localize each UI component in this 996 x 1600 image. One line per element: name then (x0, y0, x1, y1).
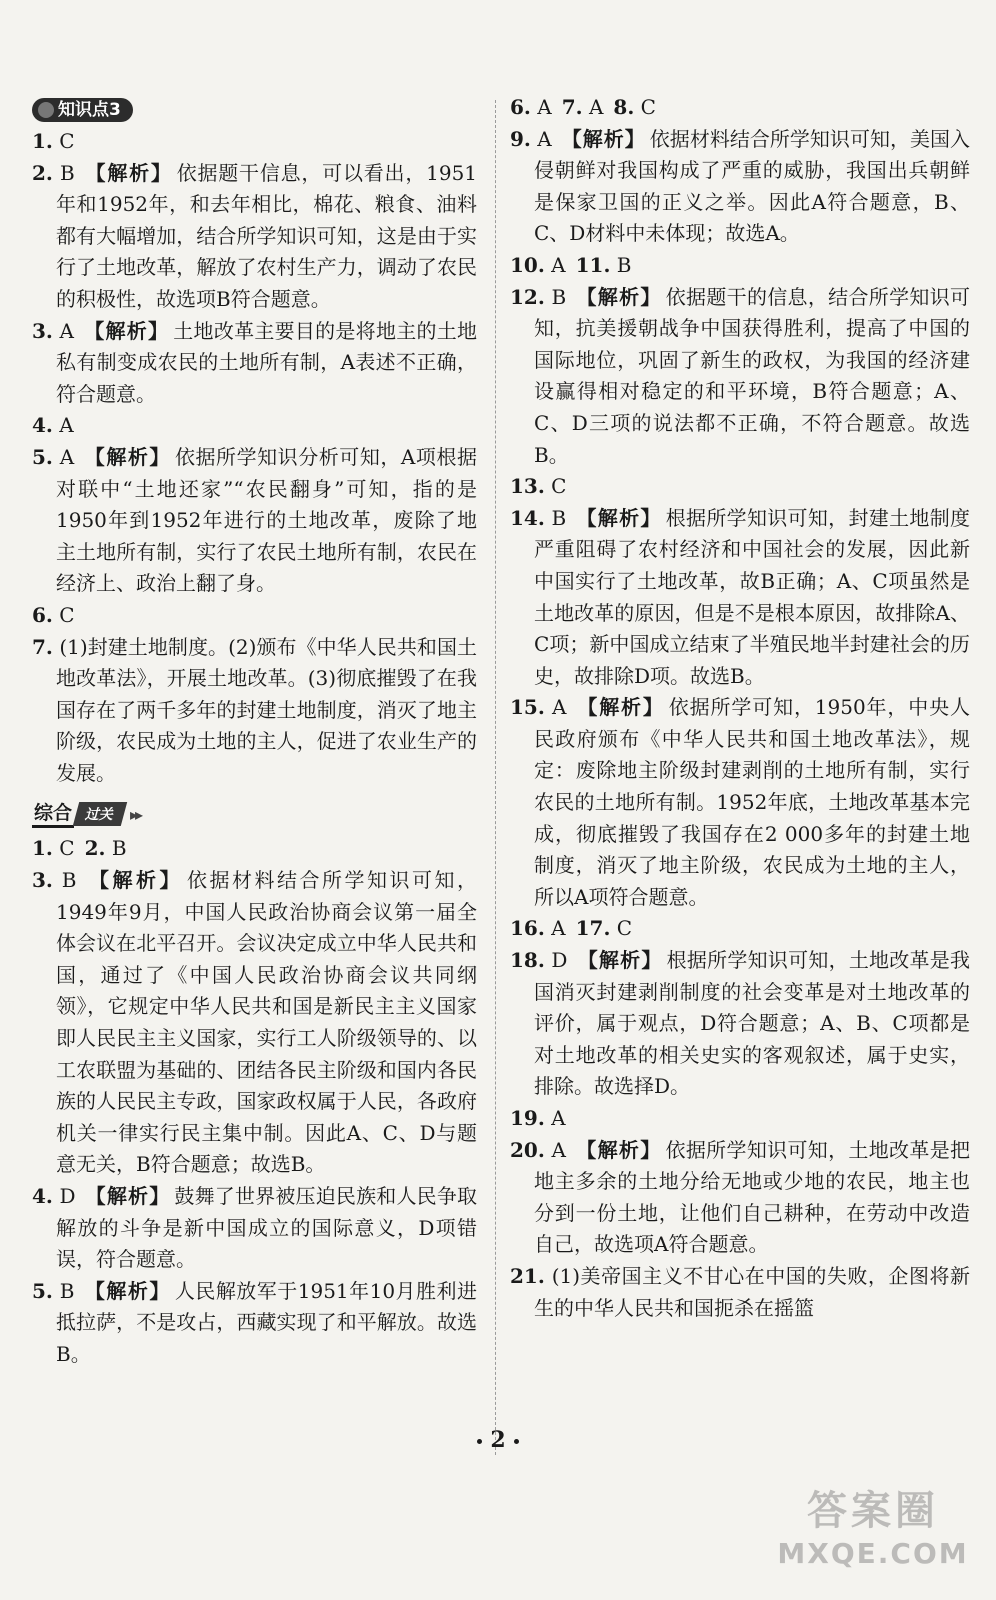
answer-choice: C (640, 95, 656, 119)
answer-choice: D (59, 1184, 76, 1208)
question-number: 7. (32, 634, 53, 659)
analysis-text: 土地改革主要目的是将地主的土地私有制变成农民的土地所有制，A表述不正确，符合题意。 (56, 318, 478, 406)
answer-item (510, 503, 970, 693)
analysis-tag: 【解析】 (84, 160, 173, 185)
question-number: 20. (510, 1137, 545, 1162)
question-number: 10. (510, 252, 545, 277)
answer-item (510, 1135, 970, 1261)
answer-choice: B (61, 868, 77, 893)
answer-choice: A (551, 916, 566, 941)
question-number: 5. (32, 444, 53, 469)
question-number: 6. (510, 95, 531, 119)
answer-item (32, 1276, 477, 1371)
analysis-tag: 【解析】 (84, 444, 171, 469)
answer-choice: A (59, 318, 74, 343)
answer-list-right (510, 92, 970, 1324)
question-number: 16. (510, 916, 545, 941)
page-number (0, 1427, 996, 1453)
analysis-text: 依据材料结合所学知识可知，美国入侵朝鲜对我国构成了严重的威胁，我国出兵朝鲜是保家卫国的正义之举。因此A符合题意，B、C、D材料中未体现；故选A。 (534, 126, 971, 246)
analysis-tag: 【解析】 (85, 1184, 171, 1208)
question-number: 1. (32, 129, 53, 153)
answer-choice: A (551, 252, 566, 277)
analysis-tag: 【解析】 (577, 948, 663, 973)
analysis-tag: 【解析】 (86, 868, 183, 893)
analysis-tag: 【解析】 (576, 695, 665, 720)
answer-choice: B (551, 505, 567, 530)
answer-choice: C (59, 836, 75, 861)
answer-choice: A (551, 1137, 566, 1162)
answer-choice: A (59, 444, 75, 469)
question-number: 8. (613, 95, 635, 119)
answer-choice: C (59, 602, 75, 627)
answer-choice: C (616, 916, 633, 941)
answer-choice: D (551, 948, 568, 973)
answer-item (32, 600, 477, 632)
analysis-text: 人民解放军于1951年10月胜利进抵拉萨，不是攻占，西藏实现了和平解放。故选B。 (56, 1278, 477, 1366)
analysis-text: 依据题干的信息，结合所学知识可知，抗美援朝战争中国获得胜利，提高了中国的国际地位，巩固了新生的政权，为我国的经济建设赢得相对稳定的和平环境，B符合题意；A、C、D三项的说法都不正确，不符合题意。故选B。 (534, 284, 971, 467)
analysis-tag: 【解析】 (84, 1278, 171, 1303)
analysis-text: 依据所学知识分析可知，A项根据对联中“土地还家”“农民翻身”可知，指的是1950年到1952年进行的土地改革，废除了地主土地所有制，实行了农民土地所有制，农民在经济上、政治上翻了身。 (56, 444, 478, 596)
question-number: 4. (32, 413, 53, 438)
answer-item (32, 316, 477, 411)
question-number: 13. (510, 474, 545, 499)
question-number: 1. (32, 836, 53, 861)
answer-item (32, 410, 477, 442)
answer-choice: A (59, 413, 74, 438)
analysis-text: 依据所学可知，1950年，中央人民政府颁布《中华人民共和国土地改革法》，规定：废除地主阶级封建剥削的土地所有制，实行农民的土地所有制。1952年底，土地改革基本完成，彻底摧毁了我国存在2 000多年的封建土地制度，消灭了地主阶级，农民成为土地的主人，所以A项符合题意。 (534, 695, 971, 909)
question-number: 12. (510, 284, 545, 309)
answer-choice: B (551, 284, 567, 309)
answer-choice: C (551, 474, 567, 499)
answer-item (32, 865, 477, 1181)
answer-item (510, 471, 970, 503)
answer-item (510, 1261, 970, 1324)
badge-dot-icon (38, 102, 54, 118)
question-number: 3. (32, 868, 53, 893)
analysis-tag: 【解析】 (575, 1137, 662, 1162)
question-number: 14. (510, 505, 545, 530)
answer-choice: A (551, 1106, 566, 1130)
question-number: 3. (32, 318, 53, 343)
answer-item (510, 692, 970, 913)
analysis-tag: 【解析】 (576, 284, 662, 309)
double-chevron-right-icon: ▸▸ (130, 804, 141, 824)
answer-item (510, 250, 970, 282)
section-title-a: 综合 (32, 801, 74, 828)
question-number: 2. (32, 160, 53, 185)
answer-item (32, 1181, 477, 1276)
question-number: 15. (510, 695, 545, 720)
analysis-text: 根据所学知识可知，封建土地制度严重阻碍了农村经济和中国社会的发展，因此新中国实行了土地改革，故B正确；A、C项虽然是土地改革的原因，但是不是根本原因，故排除A、C项；新中国成立结束了半殖民地半封建社会的历史，故排除D项。故选B。 (534, 505, 971, 688)
question-number: 5. (32, 1278, 53, 1303)
question-number: 19. (510, 1106, 545, 1130)
answer-list-knowledge (32, 126, 477, 789)
answer-item (510, 92, 970, 124)
answer-item (32, 632, 477, 790)
answer-item (510, 282, 970, 472)
answer-list-comprehensive (32, 833, 477, 1370)
analysis-tag: 【解析】 (561, 126, 646, 151)
question-number: 4. (32, 1184, 53, 1208)
answer-item (510, 945, 970, 1103)
answer-item (32, 442, 477, 600)
analysis-text: 鼓舞了世界被压迫民族和人民争取解放的斗争是新中国成立的国际意义，D项错误，符合题意。 (56, 1184, 478, 1272)
bullet-dot-icon (477, 1439, 482, 1444)
analysis-text: 根据所学知识可知，土地改革是我国消灭封建剥削制度的社会变革是对土地改革的评价，属于观点，D符合题意；A、B、C项都是对土地改革的相关史实的客观叙述，属于史实，排除。故选择D。 (534, 948, 971, 1099)
section-badge-label: 知识点3 (58, 100, 121, 120)
question-number: 11. (575, 252, 611, 277)
analysis-text: (1)封建土地制度。(2)颁布《中华人民共和国土地改革法》，开展土地改革。(3)彻底摧毁了在我国存在了两千多年的封建土地制度，消灭了地主阶级，农民成为土地的主人，促进了农业生产的发展。 (56, 634, 477, 785)
left-column (32, 92, 477, 1371)
answer-item (32, 833, 477, 865)
answer-choice: B (111, 836, 127, 861)
analysis-tag: 【解析】 (576, 505, 662, 530)
column-divider (495, 100, 496, 1455)
answer-choice: A (588, 95, 604, 119)
answer-item (510, 913, 970, 945)
answer-choice: B (616, 252, 632, 277)
answer-choice: B (59, 1278, 75, 1303)
section-title-b: 过关 (73, 802, 127, 826)
question-number: 18. (510, 948, 545, 973)
analysis-text: 依据题干信息，可以看出，1951年和1952年，和去年相比，棉花、粮食、油料都有大幅增加，结合所学知识可知，这是由于实行了土地改革，解放了农村生产力，调动了农民的积极性，故选项B符合题意。 (56, 160, 478, 311)
analysis-text: (1)美帝国主义不甘心在中国的失败，企图将新生的中华人民共和国扼杀在摇篮 (534, 1263, 970, 1320)
page-number-value: 2 (490, 1427, 506, 1453)
answer-item (510, 1103, 970, 1135)
answer-item (510, 124, 970, 250)
analysis-tag: 【解析】 (83, 318, 170, 343)
question-number: 6. (32, 602, 53, 627)
answer-choice: A (537, 95, 552, 119)
answer-item (32, 158, 477, 316)
section-badge-knowledge-3 (32, 98, 133, 122)
watermark-logo (768, 1485, 978, 1580)
question-number: 7. (561, 95, 583, 119)
analysis-text: 依据所学知识可知，土地改革是把地主多余的土地分给无地或少地的农民，地主也分到一份土地，让他们自己耕种，在劳动中改造自己，故选项A符合题意。 (534, 1137, 971, 1257)
answer-choice: A (552, 695, 567, 720)
right-column (510, 92, 970, 1324)
question-number: 17. (575, 916, 611, 941)
answer-item (32, 126, 477, 158)
question-number: 2. (84, 836, 106, 861)
answer-choice: B (60, 160, 75, 185)
section-header-comprehensive (32, 799, 477, 829)
question-number: 9. (510, 126, 531, 151)
watermark-bottom: MXQE.COM (777, 1537, 969, 1570)
answer-choice: C (59, 129, 75, 153)
watermark-top: 答案圈 (807, 1488, 939, 1534)
bullet-dot-icon (514, 1439, 519, 1444)
answer-choice: A (537, 126, 552, 151)
question-number: 21. (510, 1263, 545, 1288)
analysis-text: 依据材料结合所学知识可知，1949年9月，中国人民政治协商会议第一届全体会议在北平召开。会议决定成立中华人民共和国，通过了《中国人民政治协商会议共同纲领》，它规定中华人民共和国是新民主主义国家即人民民主主义国家，实行工人阶级领导的、以工农联盟为基础的、团结各民主阶级和国内各民族的人民民主专政，国家政权属于人民，各政府机关一律实行民主集中制。因此A、C、D与题意无关，B符合题意；故选B。 (56, 868, 478, 1177)
